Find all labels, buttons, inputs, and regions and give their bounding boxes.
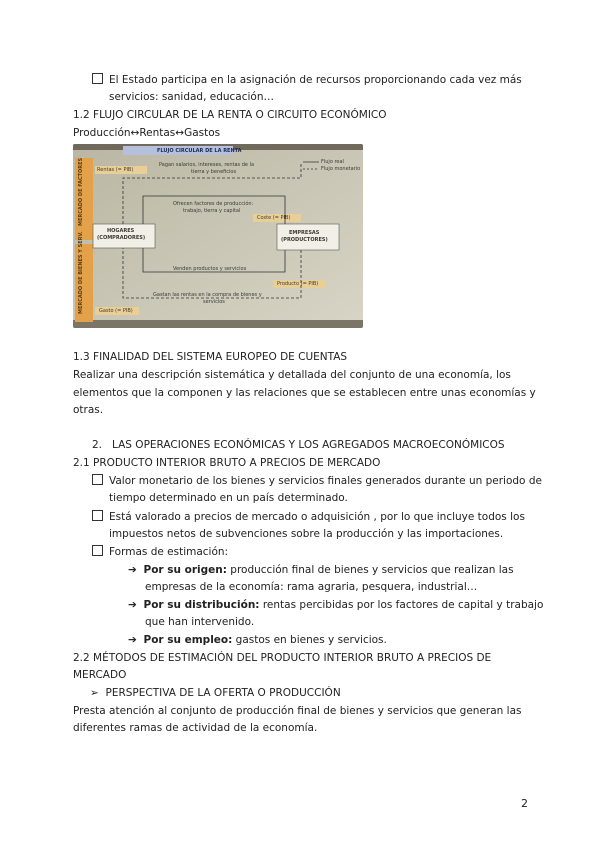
bullet-valorado: Está valorado a precios de mercado o adquisición , por lo que incluye todos los	[92, 510, 525, 525]
diagram-top-text-1: Pagan salarios, intereses, rentas de la	[159, 162, 255, 168]
diagram-hogares: HOGARES	[107, 228, 135, 234]
bullet-estado-cont: servicios: sanidad, educación…	[109, 91, 275, 103]
paragraph-1-3-line3: otras.	[73, 404, 104, 416]
bullet-formas: Formas de estimación:	[92, 545, 228, 560]
sub-distribucion-cont: que han intervenido.	[145, 616, 255, 628]
diagram-venden: Venden productos y servicios	[173, 266, 247, 272]
paragraph-2-2-line1: Presta atención al conjunto de producción final de bienes y servicios que generan las	[73, 705, 522, 717]
diagram-empresas: EMPRESAS	[289, 230, 320, 236]
sub-distribucion: ➔ Por su distribución: rentas percibidas por los factores de capital y trabajo	[128, 599, 544, 611]
arrow-right-icon: ➔	[128, 564, 137, 576]
paragraph-1-3-line2: elementos que la componen y las relaciones que se establecen entre unas economías y	[73, 387, 536, 399]
page-number: 2	[521, 797, 528, 810]
diagram-producto: Producto (= PIB)	[277, 281, 319, 287]
paragraph-1-3-line1: Realizar una descripción sistemática y detallada del conjunto de una economía, los	[73, 369, 511, 381]
diagram-ofrecen-1: Ofrecen factores de producción:	[173, 201, 254, 207]
arrow-right-icon: ➔	[128, 634, 137, 646]
diagram-coste: Coste (= PIB)	[257, 215, 291, 221]
heading-1-2: 1.2 FLUJO CIRCULAR DE LA RENTA O CIRCUITO ECONÓMICO	[73, 109, 387, 121]
diagram-ofrecen-2: trabajo, tierra y capital	[183, 208, 241, 214]
sub-origen-cont: empresas de la economía: rama agraria, pesquera, industrial…	[145, 581, 478, 593]
heading-2-2-cont: MERCADO	[73, 669, 127, 681]
flow-line: Producción↔Rentas↔Gastos	[73, 127, 221, 139]
bullet-valor-cont: tiempo determinado en un país determinado.	[109, 492, 348, 504]
bullet-valorado-cont: impuestos netos de subvenciones sobre la producción y las importaciones.	[109, 528, 504, 540]
diagram-mercado-factores: MERCADO DE FACTORES	[78, 157, 84, 226]
diagram-gastan-1: Gastan las rentas en la compra de bienes y	[153, 292, 262, 298]
diagram-mercado-bienes: MERCADO DE BIENES Y SERV.	[78, 231, 84, 314]
diagram-gasto: Gasto (= PIB)	[99, 308, 133, 314]
arrow-right-icon: ➔	[128, 599, 137, 611]
sub-origen: ➔ Por su origen: producción final de bienes y servicios que realizan las	[128, 564, 514, 576]
diagram-hogares-sub: (COMPRADORES)	[97, 235, 146, 241]
circular-flow-diagram	[73, 144, 363, 328]
heading-1-3: 1.3 FINALIDAD DEL SISTEMA EUROPEO DE CUENTAS	[73, 351, 348, 363]
checkbox-icon	[92, 474, 103, 485]
checkbox-icon	[92, 545, 103, 556]
sub-empleo: ➔ Por su empleo: gastos en bienes y servicios.	[128, 634, 387, 646]
checkbox-icon	[92, 510, 103, 521]
bullet-valor: Valor monetario de los bienes y servicios finales generados durante un periodo de	[92, 474, 542, 489]
heading-2-2: 2.2 MÉTODOS DE ESTIMACIÓN DEL PRODUCTO INTERIOR BRUTO A PRECIOS DE	[73, 652, 492, 664]
diagram-legend-monetario: Flujo monetario	[321, 166, 361, 172]
checkbox-icon	[92, 73, 103, 84]
bullet-estado: El Estado participa en la asignación de recursos proporcionando cada vez más	[92, 73, 522, 88]
diagram-legend-real: Flujo real	[321, 159, 344, 165]
heading-2: 2. LAS OPERACIONES ECONÓMICAS Y LOS AGREGADOS MACROECONÓMICOS	[92, 439, 505, 451]
diagram-title: FLUJO CIRCULAR DE LA RENTA	[157, 148, 242, 154]
paragraph-2-2-line2: diferentes ramas de actividad de la economía.	[73, 722, 318, 734]
heading-2-1: 2.1 PRODUCTO INTERIOR BRUTO A PRECIOS DE MERCADO	[73, 457, 381, 469]
diagram-rentas: Rentas (= PIB)	[97, 167, 134, 173]
diagram-empresas-sub: (PRODUCTORES)	[281, 237, 328, 243]
diagram-top-text-2: tierra y beneficios	[191, 169, 237, 175]
diagram-gastan-2: servicios	[203, 299, 225, 305]
perspectiva-item: ➢ PERSPECTIVA DE LA OFERTA O PRODUCCIÓN	[90, 687, 341, 699]
arrowhead-icon: ➢	[90, 687, 99, 699]
